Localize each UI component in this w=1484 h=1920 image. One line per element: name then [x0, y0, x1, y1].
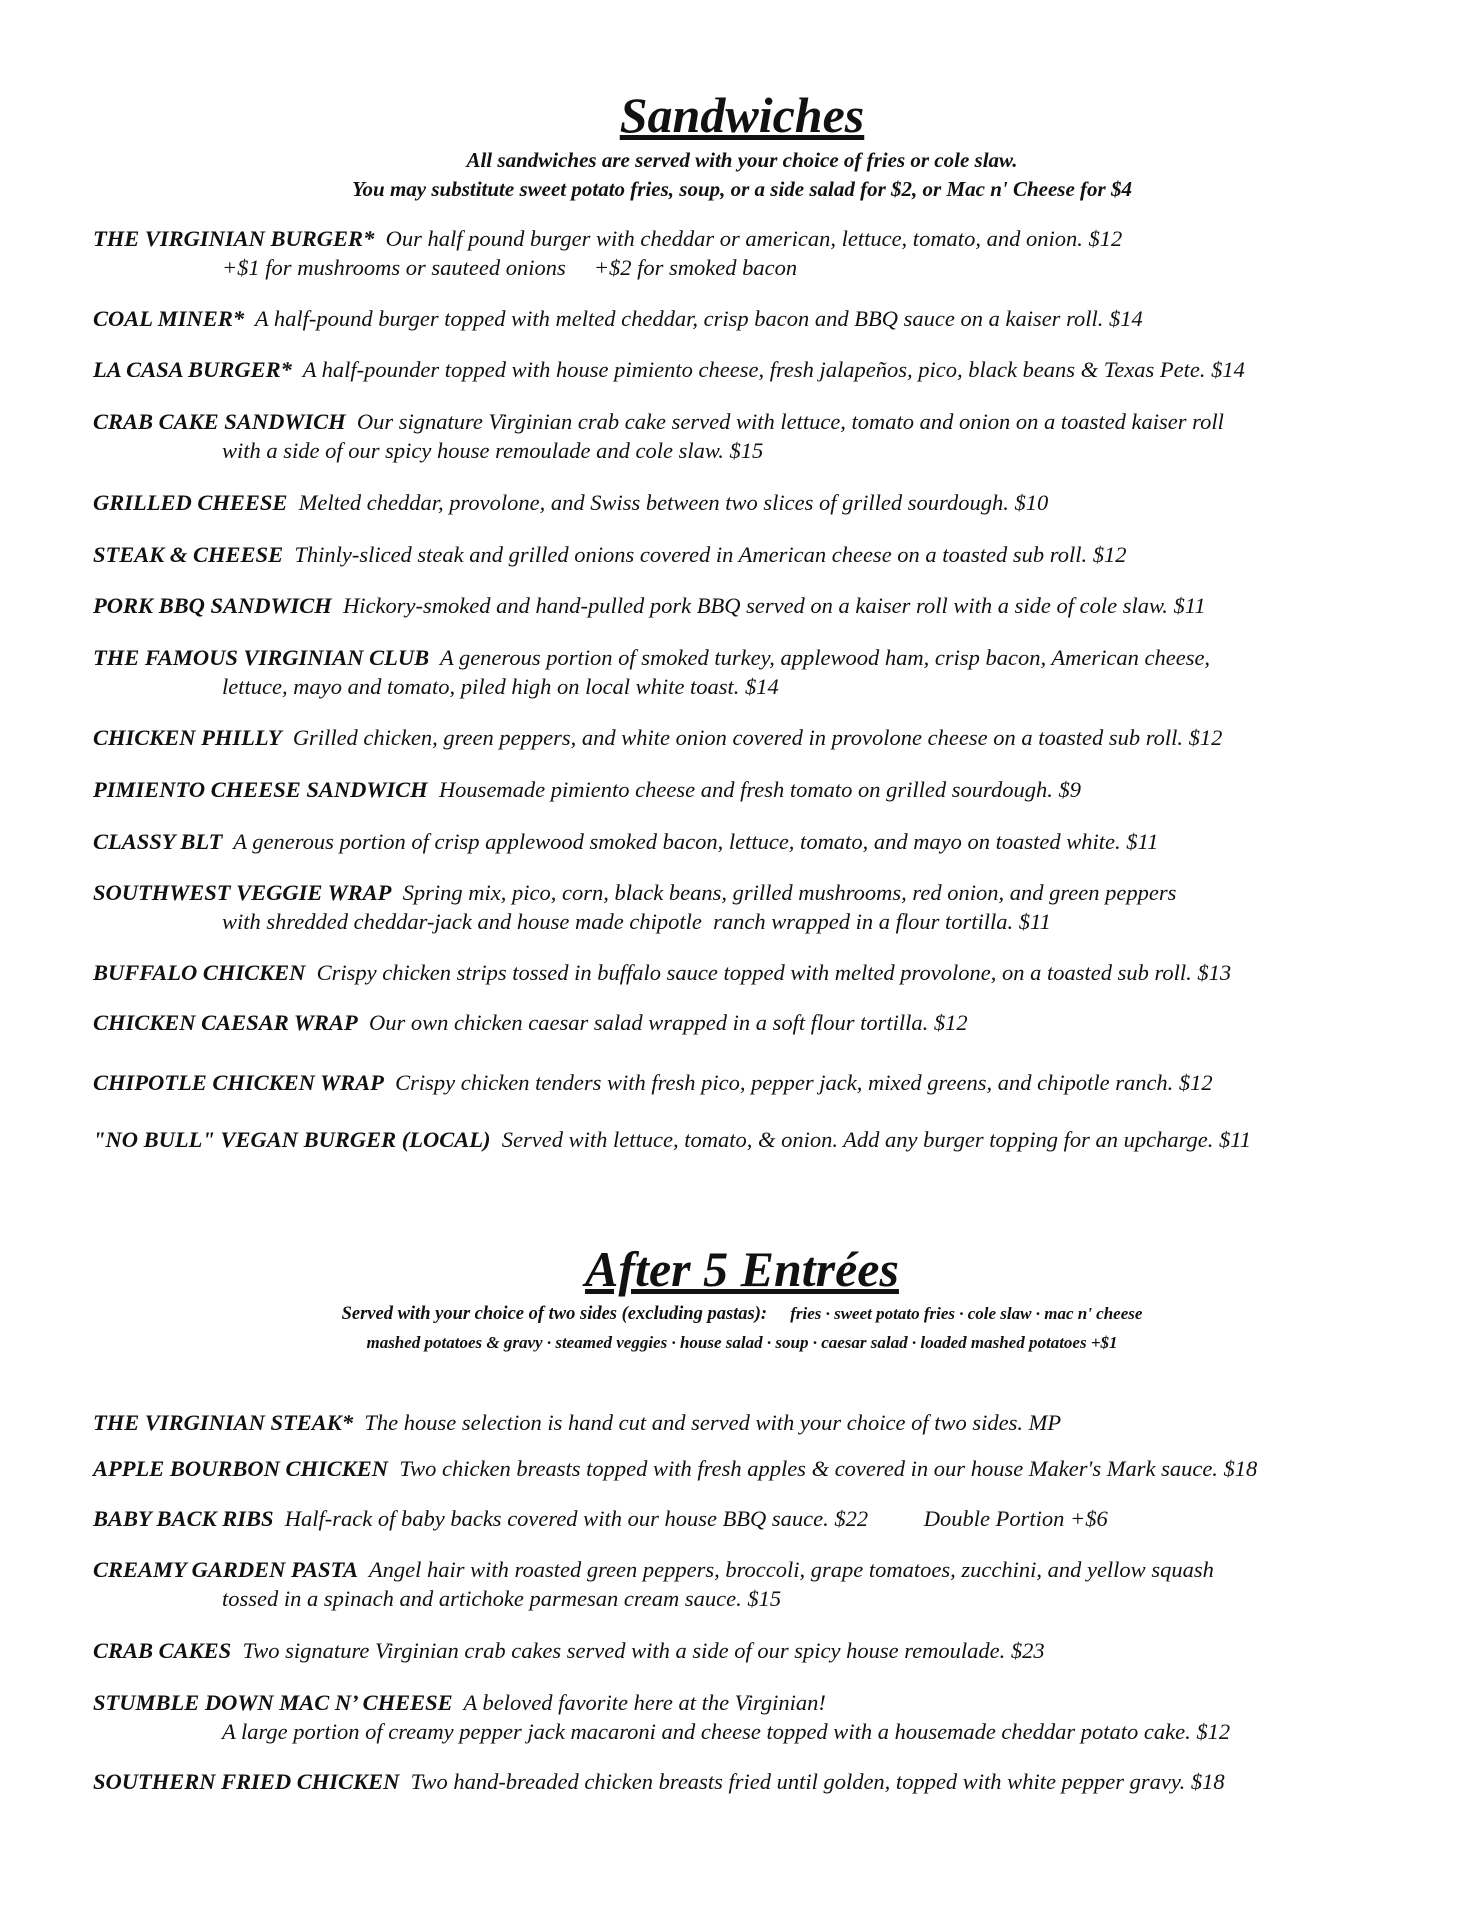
item-desc-cont: with shredded cheddar-jack and house made chipotle ranch wrapped in a flour tortilla. $11 — [222, 909, 1051, 934]
item-desc-cont: +$1 for mushrooms or sauteed onions +$2 for smoked bacon — [222, 255, 798, 280]
menu-item-no-bull-vegan-burger — [93, 1125, 1393, 1154]
item-desc: Half-rack of baby backs covered with our house BBQ sauce. $22 — [284, 1506, 869, 1531]
item-desc-cont: tossed in a spinach and artichoke parmesan cream sauce. $15 — [222, 1586, 782, 1611]
item-desc: A generous portion of smoked turkey, applewood ham, crisp bacon, American cheese, — [439, 645, 1211, 670]
item-desc: The house selection is hand cut and served with your choice of two sides. MP — [364, 1410, 1062, 1435]
item-desc: Hickory-smoked and hand-pulled pork BBQ served on a kaiser roll with a side of cole slaw. $11 — [343, 593, 1206, 618]
menu-item-pimiento-cheese-sandwich — [93, 775, 1393, 804]
item-name: PIMIENTO CHEESE SANDWICH — [93, 777, 428, 802]
menu-item-buffalo-chicken — [93, 958, 1393, 987]
item-name: COAL MINER* — [93, 306, 245, 331]
sandwiches-title: Sandwiches — [619, 87, 865, 143]
menu-item-classy-blt — [93, 827, 1393, 856]
entrees-note-lead: Served with your choice of two sides (excluding pastas): — [341, 1304, 768, 1324]
item-name: APPLE BOURBON CHICKEN — [93, 1456, 389, 1481]
item-desc: Two chicken breasts topped with fresh apples & covered in our house Maker's Mark sauce. $18 — [399, 1456, 1258, 1481]
item-name: CHICKEN PHILLY — [93, 725, 282, 750]
item-desc: Grilled chicken, green peppers, and white onion covered in provolone cheese on a toasted sub roll. $12 — [292, 725, 1223, 750]
item-desc: Housemade pimiento cheese and fresh tomato on grilled sourdough. $9 — [438, 777, 1081, 802]
menu-item-la-casa-burger — [93, 355, 1393, 384]
item-name: STUMBLE DOWN MAC N’ CHEESE — [93, 1690, 453, 1715]
menu-item-steak-cheese — [93, 540, 1393, 569]
entrees-note-1 — [0, 1300, 1484, 1328]
menu-item-crab-cake-sandwich — [93, 407, 1393, 465]
item-desc: Spring mix, pico, corn, black beans, grilled mushrooms, red onion, and green peppers — [402, 880, 1177, 905]
menu-item-virginian-steak — [93, 1408, 1393, 1437]
entrees-note-sides: fries · sweet potato fries · cole slaw · mac n' cheese — [790, 1304, 1143, 1323]
item-name: CHIPOTLE CHICKEN WRAP — [93, 1070, 384, 1095]
sandwiches-note-2: You may substitute sweet potato fries, soup, or a side salad for $2, or Mac n' Cheese for $4 — [352, 177, 1132, 201]
menu-item-crab-cakes — [93, 1636, 1393, 1665]
item-desc: Two hand-breaded chicken breasts fried until golden, topped with white pepper gravy. $18 — [410, 1769, 1225, 1794]
menu-item-creamy-garden-pasta — [93, 1555, 1393, 1613]
menu-item-baby-back-ribs — [93, 1504, 1393, 1533]
item-name: THE VIRGINIAN BURGER* — [93, 226, 375, 251]
item-desc: Crispy chicken tenders with fresh pico, pepper jack, mixed greens, and chipotle ranch. $12 — [395, 1070, 1213, 1095]
item-name: BABY BACK RIBS — [93, 1506, 274, 1531]
item-desc: Our own chicken caesar salad wrapped in a soft flour tortilla. $12 — [368, 1010, 968, 1035]
menu-item-apple-bourbon-chicken — [93, 1454, 1393, 1483]
item-name: THE VIRGINIAN STEAK* — [93, 1410, 354, 1435]
item-desc: A half-pound burger topped with melted cheddar, crisp bacon and BBQ sauce on a kaiser roll. $14 — [254, 306, 1143, 331]
item-desc: Two signature Virginian crab cakes served with a side of our spicy house remoulade. $23 — [242, 1638, 1045, 1663]
item-name: CLASSY BLT — [93, 829, 223, 854]
menu-item-grilled-cheese — [93, 488, 1393, 517]
item-name: SOUTHWEST VEGGIE WRAP — [93, 880, 392, 905]
item-name: LA CASA BURGER* — [93, 357, 292, 382]
item-name: CRAB CAKES — [93, 1638, 232, 1663]
item-name: CHICKEN CAESAR WRAP — [93, 1010, 358, 1035]
menu-item-southwest-veggie-wrap — [93, 878, 1393, 936]
menu-item-chicken-philly — [93, 723, 1393, 752]
sandwiches-note-1: All sandwiches are served with your choice of fries or cole slaw. — [466, 148, 1018, 172]
item-desc: A generous portion of crisp applewood smoked bacon, lettuce, tomato, and mayo on toasted white. $11 — [233, 829, 1159, 854]
item-name: STEAK & CHEESE — [93, 542, 284, 567]
menu-item-famous-virginian-club — [93, 643, 1393, 701]
menu-item-chipotle-chicken-wrap — [93, 1068, 1393, 1097]
item-name: PORK BBQ SANDWICH — [93, 593, 332, 618]
entrees-note-2: mashed potatoes & gravy · steamed veggies · house salad · soup · caesar salad · loaded mashed potatoes +$1 — [366, 1333, 1118, 1352]
item-name: SOUTHERN FRIED CHICKEN — [93, 1769, 400, 1794]
item-desc: Our signature Virginian crab cake served with lettuce, tomato and onion on a toasted kaiser roll — [356, 409, 1224, 434]
item-desc: Angel hair with roasted green peppers, broccoli, grape tomatoes, zucchini, and yellow squash — [368, 1557, 1214, 1582]
menu-item-chicken-caesar-wrap — [93, 1008, 1393, 1037]
item-extra: Double Portion +$6 — [923, 1506, 1108, 1531]
item-name: GRILLED CHEESE — [93, 490, 288, 515]
item-desc: Melted cheddar, provolone, and Swiss between two slices of grilled sourdough. $10 — [298, 490, 1049, 515]
item-name: CREAMY GARDEN PASTA — [93, 1557, 359, 1582]
item-desc: Thinly-sliced steak and grilled onions covered in American cheese on a toasted sub roll. $12 — [294, 542, 1127, 567]
menu-item-southern-fried-chicken — [93, 1767, 1393, 1796]
menu-item-coal-miner — [93, 304, 1393, 333]
item-name: CRAB CAKE SANDWICH — [93, 409, 346, 434]
entrees-title: After 5 Entrées — [585, 1241, 899, 1297]
item-name: BUFFALO CHICKEN — [93, 960, 306, 985]
item-name: "NO BULL" VEGAN BURGER (LOCAL) — [93, 1127, 491, 1152]
item-desc: A half-pounder topped with house pimiento cheese, fresh jalapeños, pico, black beans & Texas Pete. $14 — [302, 357, 1245, 382]
item-desc: Served with lettuce, tomato, & onion. Add any burger topping for an upcharge. $11 — [501, 1127, 1252, 1152]
item-desc-cont: A large portion of creamy pepper jack macaroni and cheese topped with a housemade cheddar potato cake. $12 — [222, 1719, 1231, 1744]
menu-item-virginian-burger — [93, 224, 1393, 282]
item-desc: Crispy chicken strips tossed in buffalo sauce topped with melted provolone, on a toasted sub roll. $13 — [316, 960, 1232, 985]
menu-item-stumble-down-mac-n-cheese — [93, 1688, 1393, 1746]
item-desc-cont: with a side of our spicy house remoulade and cole slaw. $15 — [222, 438, 764, 463]
item-desc: A beloved favorite here at the Virginian! — [463, 1690, 826, 1715]
item-name: THE FAMOUS VIRGINIAN CLUB — [93, 645, 430, 670]
item-desc: Our half pound burger with cheddar or american, lettuce, tomato, and onion. $12 — [385, 226, 1123, 251]
menu-item-pork-bbq-sandwich — [93, 591, 1393, 620]
item-desc-cont: lettuce, mayo and tomato, piled high on local white toast. $14 — [222, 674, 779, 699]
